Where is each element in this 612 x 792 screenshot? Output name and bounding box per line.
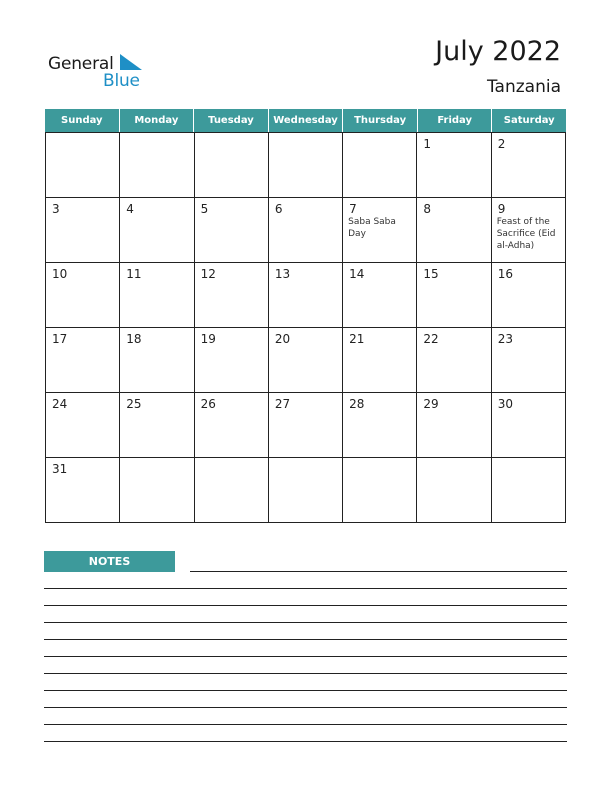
day-cell[interactable] (343, 133, 417, 198)
week-row (46, 198, 566, 263)
day-cell[interactable] (269, 263, 343, 328)
calendar-grid (45, 132, 566, 523)
day-number: 7 (349, 202, 357, 216)
day-number: 2 (497, 137, 506, 151)
weekday-header (45, 109, 566, 132)
day-cell[interactable] (195, 198, 269, 263)
day-cell[interactable] (417, 328, 491, 393)
logo-blue-text: Blue (103, 71, 140, 91)
week-row (46, 133, 566, 198)
weekday-wednesday: Wednesday (268, 109, 343, 132)
weekday-friday: Friday (417, 109, 492, 132)
week-row (46, 328, 566, 393)
day-cell[interactable] (343, 328, 417, 393)
day-cell[interactable] (195, 133, 269, 198)
country-name: Tanzania (486, 77, 561, 97)
day-cell[interactable] (46, 198, 120, 263)
day-number: 25 (126, 397, 142, 411)
logo-general-text: General (48, 54, 114, 74)
day-cell[interactable] (120, 198, 194, 263)
weekday-sunday: Sunday (61, 115, 103, 126)
day-cell[interactable] (46, 458, 120, 523)
day-cell[interactable] (46, 133, 120, 198)
week-row (46, 458, 566, 523)
day-cell[interactable] (417, 263, 491, 328)
day-cell[interactable] (120, 458, 194, 523)
day-number: 16 (497, 267, 513, 281)
note-line (44, 707, 567, 708)
weekday-tuesday: Tuesday (193, 109, 268, 132)
day-number: 13 (274, 267, 291, 281)
day-number: 5 (200, 202, 209, 216)
note-line (44, 673, 567, 674)
day-number: 30 (497, 397, 513, 411)
note-line (44, 656, 567, 657)
day-number: 11 (126, 267, 142, 281)
day-number: 20 (274, 332, 291, 346)
weekday-thursday: Thursday (342, 109, 417, 132)
day-cell[interactable] (195, 328, 269, 393)
day-cell[interactable] (343, 263, 417, 328)
day-number: 10 (52, 267, 68, 281)
day-cell[interactable] (46, 263, 120, 328)
day-number: 27 (274, 397, 291, 411)
note-line (44, 639, 567, 640)
holiday-label: Saba Saba Day (348, 217, 396, 239)
day-cell[interactable] (417, 458, 491, 523)
day-number: 19 (200, 332, 216, 346)
day-cell[interactable] (269, 198, 343, 263)
day-cell[interactable] (120, 328, 194, 393)
day-number: 23 (497, 332, 513, 346)
day-cell[interactable] (492, 263, 566, 328)
logo-flag-icon (120, 54, 142, 70)
day-cell[interactable] (195, 458, 269, 523)
day-cell[interactable] (195, 393, 269, 458)
day-number: 9 (497, 202, 506, 216)
day-cell[interactable] (120, 393, 194, 458)
day-cell[interactable] (343, 198, 417, 263)
day-number: 15 (423, 267, 439, 281)
day-cell[interactable] (492, 133, 566, 198)
holiday-label: Feast of the Sacrifice (Eid al-Adha) (496, 217, 556, 251)
logo (48, 52, 158, 92)
day-number: 29 (423, 397, 439, 411)
day-cell[interactable] (269, 458, 343, 523)
day-cell[interactable] (492, 198, 566, 263)
month-title: July 2022 (435, 36, 561, 67)
day-number: 17 (52, 332, 68, 346)
day-number: 26 (200, 397, 216, 411)
day-cell[interactable] (417, 133, 491, 198)
day-number: 18 (126, 332, 142, 346)
day-cell[interactable] (269, 393, 343, 458)
day-cell[interactable] (492, 328, 566, 393)
day-number: 3 (52, 202, 60, 216)
note-line (44, 622, 567, 623)
day-cell[interactable] (46, 393, 120, 458)
note-line (44, 588, 567, 589)
day-cell[interactable] (195, 263, 269, 328)
weekday-monday: Monday (119, 109, 194, 132)
day-cell[interactable] (417, 198, 491, 263)
day-cell[interactable] (417, 393, 491, 458)
note-line (44, 724, 567, 725)
day-cell[interactable] (269, 133, 343, 198)
day-number: 14 (349, 267, 365, 281)
day-number: 24 (52, 397, 68, 411)
day-cell[interactable] (492, 458, 566, 523)
notes-label: NOTES (44, 551, 175, 572)
day-number: 31 (52, 462, 68, 476)
week-row (46, 263, 566, 328)
day-number: 21 (349, 332, 365, 346)
week-row (46, 393, 566, 458)
day-number: 4 (126, 202, 134, 216)
note-line (190, 571, 567, 572)
note-line (44, 605, 567, 606)
day-cell[interactable] (269, 328, 343, 393)
day-cell[interactable] (343, 393, 417, 458)
day-cell[interactable] (343, 458, 417, 523)
day-number: 6 (274, 202, 283, 216)
note-line (44, 741, 567, 742)
day-cell[interactable] (46, 328, 120, 393)
calendar (45, 109, 566, 523)
note-line (44, 690, 567, 691)
day-number: 12 (200, 267, 216, 281)
day-number: 22 (423, 332, 439, 346)
day-cell[interactable] (120, 263, 194, 328)
day-number: 1 (423, 137, 432, 151)
day-cell[interactable] (120, 133, 194, 198)
weekday-saturday: Saturday (491, 109, 566, 132)
day-cell[interactable] (492, 393, 566, 458)
day-number: 28 (349, 397, 365, 411)
day-number: 8 (423, 202, 432, 216)
